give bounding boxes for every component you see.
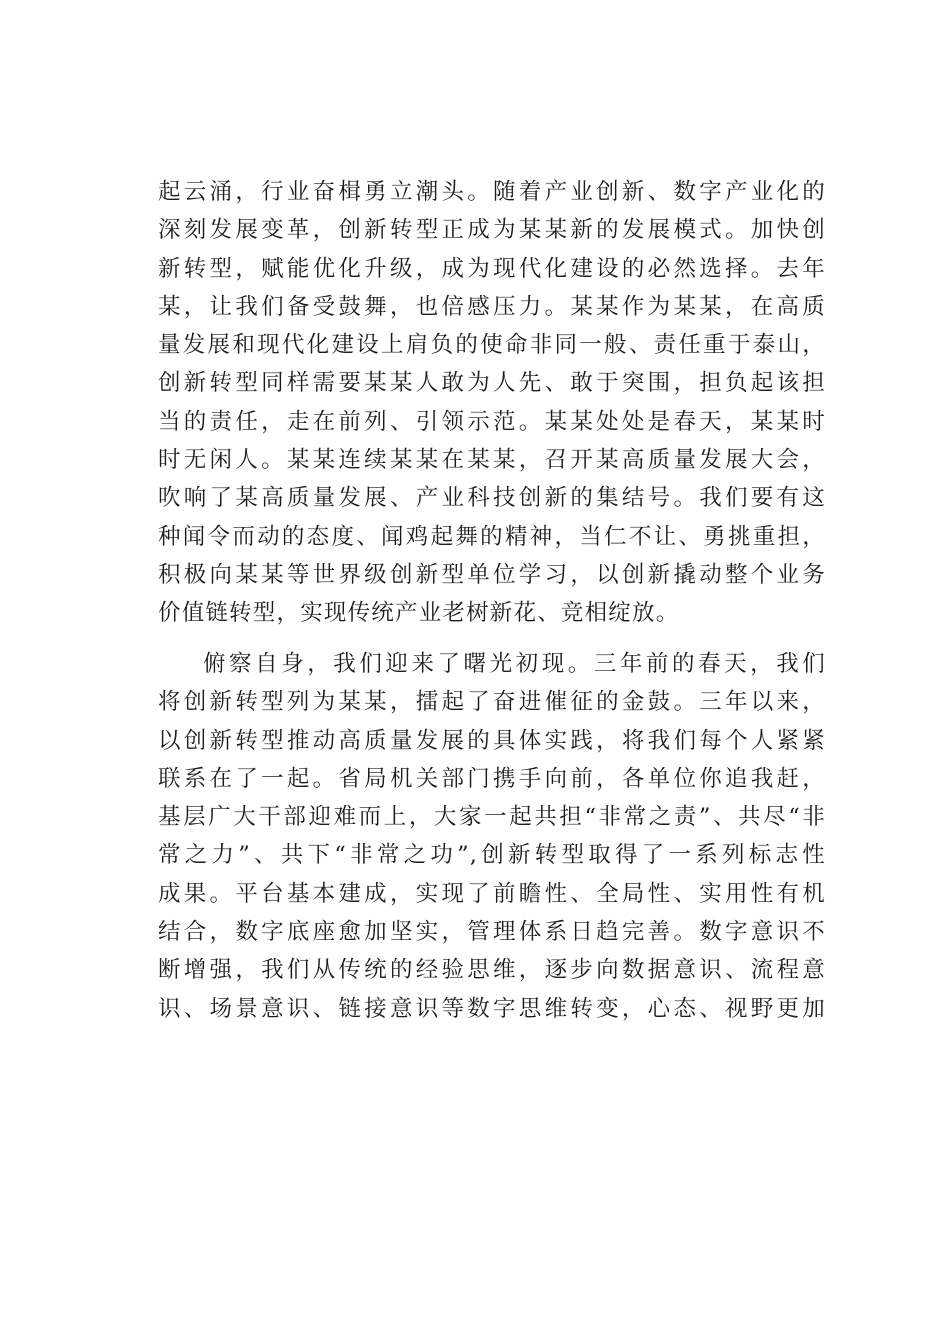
text-line: 积极向某某等世界级创新型单位学习，以创新撬动整个业务 [158,561,826,588]
text-line: 种闻令而动的态度、闻鸡起舞的精神，当仁不让、勇挑重担， [158,523,826,550]
text-line: 深刻发展变革，创新转型正成为某某新的发展模式。加快创 [158,217,826,244]
text-line: 联系在了一起。省局机关部门携手向前，各单位你追我赶， [158,765,826,792]
text-line: 时无闲人。某某连续某某在某某，召开某高质量发展大会， [158,447,826,474]
text-line: 常之力”、共下“非常之功”,创新转型取得了一系列标志性 [158,842,826,869]
text-line: 识、场景意识、链接意识等数字思维转变，心态、视野更加 [158,995,826,1022]
text-line: 断增强，我们从传统的经验思维，逐步向数据意识、流程意 [158,957,826,984]
text-line: 成果。平台基本建成，实现了前瞻性、全局性、实用性有机 [158,880,826,907]
text-line: 基层广大干部迎难而上，大家一起共担“非常之责”、共尽“非 [158,804,826,831]
text-line: 将创新转型列为某某，擂起了奋进催征的金鼓。三年以来， [158,689,826,716]
text-line: 价值链转型，实现传统产业老树新花、竞相绽放。 [158,600,680,627]
text-line: 吹响了某高质量发展、产业科技创新的集结号。我们要有这 [158,485,826,512]
text-line: 结合，数字底座愈加坚实，管理体系日趋完善。数字意识不 [158,919,826,946]
text-line: 量发展和现代化建设上肩负的使命非同一般、责任重于泰山， [158,332,826,359]
text-line: 起云涌，行业奋楫勇立潮头。随着产业创新、数字产业化的 [158,179,826,205]
text-line: 俯察自身，我们迎来了曙光初现。三年前的春天，我们 [203,651,826,677]
text-line: 新转型，赋能优化升级，成为现代化建设的必然选择。去年 [158,255,826,282]
paragraph-2 [158,645,826,1028]
text-line: 创新转型同样需要某某人敢为人先、敢于突围，担负起该担 [158,370,826,397]
text-line: 某，让我们备受鼓舞，也倍感压力。某某作为某某，在高质 [158,293,826,320]
text-line: 当的责任，走在前列、引领示范。某某处处是春天，某某时 [158,408,826,435]
paragraph-1 [158,173,826,633]
text-line: 以创新转型推动高质量发展的具体实践，将我们每个人紧紧 [158,727,826,754]
